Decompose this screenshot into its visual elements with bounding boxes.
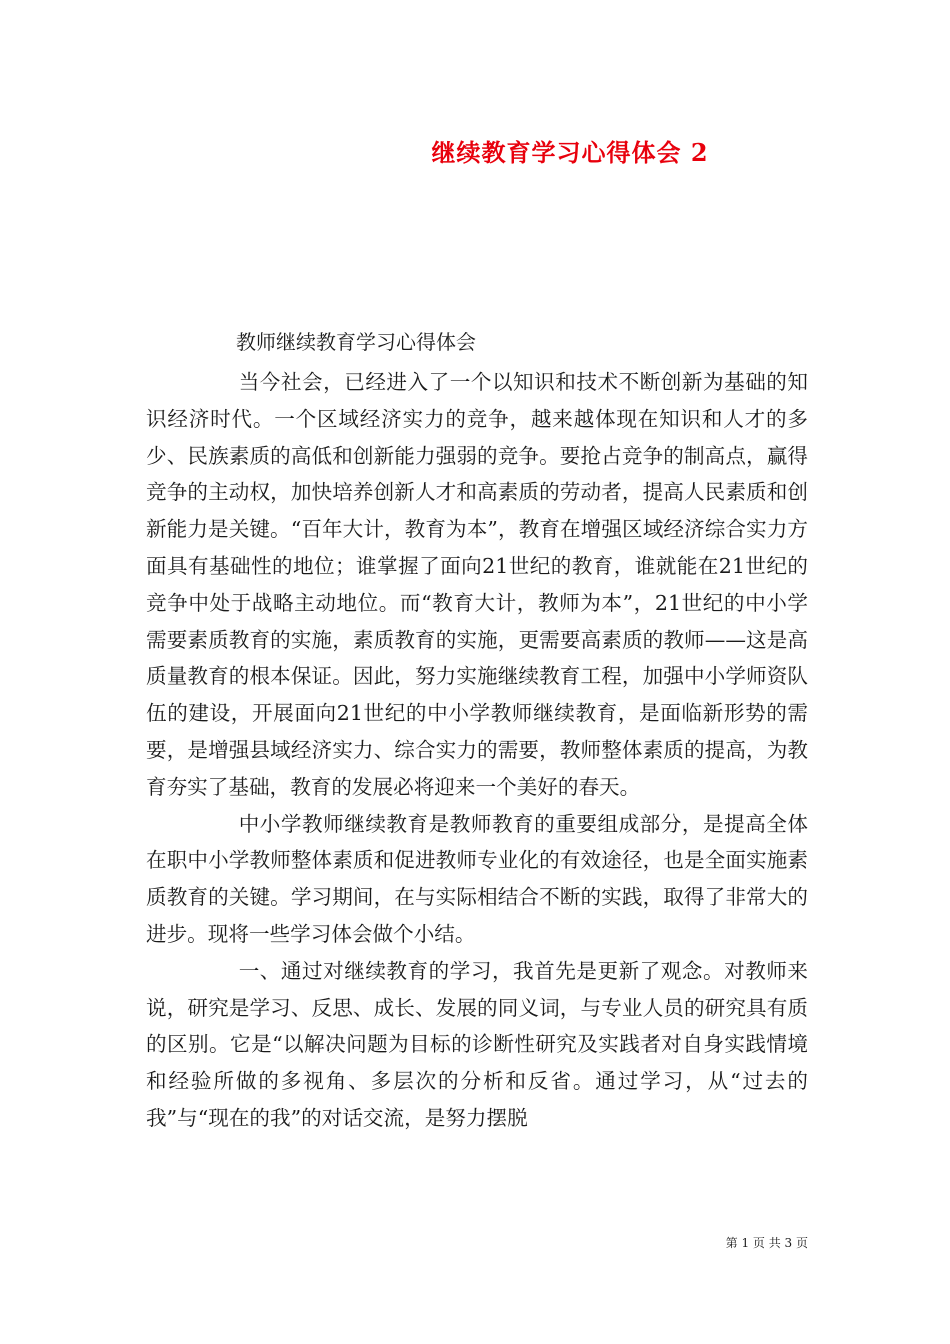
page-title: 继续教育学习心得体会 2: [431, 138, 709, 167]
paragraph: 一、通过对继续教育的学习，我首先是更新了观念。对教师来说，研究是学习、反思、成长、发展的同义词，与专业人员的研究具有质的区别。它是“以解决问题为目标的诊断性研究及实践者对自身实践情境和经验所做的多视角、多层次的分析和反省。通过学习，从“过去的我”与“现在的我”的对话交流，是努力摆脱: [146, 958, 808, 1130]
paragraph: 当今社会，已经进入了一个以知识和技术不断创新为基础的知识经济时代。一个区域经济实力的竞争，越来越体现在知识和人才的多少、民族素质的高低和创新能力强弱的竞争。要抢占竞争的制高点，赢得竞争的主动权，加快培养创新人才和高素质的劳动者，提高人民素质和创新能力是关键。“百年大计，教育为本”，教育在增强区域经济综合实力方面具有基础性的地位；谁掌握了面向21世纪的教育，谁就能在21世纪的竞争中处于战略主动地位。而“教育大计，教师为本”，21世纪的中小学需要素质教育的实施，素质教育的实施，更需要高素质的教师——这是高质量教育的根本保证。因此，努力实施继续教育工程，加强中小学师资队伍的建设，开展面向21世纪的中小学教师继续教育，是面临新形势的需要，是增强县域经济实力、综合实力的需要，教师整体素质的提高，为教育夯实了基础，教育的发展必将迎来一个美好的春天。: [146, 370, 808, 799]
page-number-footer: 第 1 页 共 3 页: [725, 1236, 808, 1250]
body-text: [146, 364, 808, 1137]
subtitle: 教师继续教育学习心得体会: [236, 330, 476, 354]
paragraph: 中小学教师继续教育是教师教育的重要组成部分，是提高全体在职中小学教师整体素质和促进教师专业化的有效途径，也是全面实施素质教育的关键。学习期间，在与实际相结合不断的实践，取得了非常大的进步。现将一些学习体会做个小结。: [146, 811, 808, 946]
